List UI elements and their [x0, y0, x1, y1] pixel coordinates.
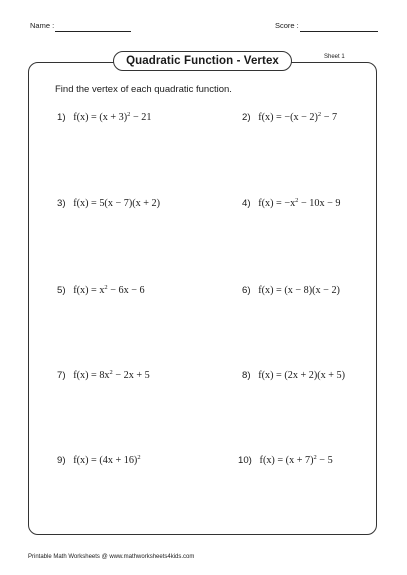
- problem-2: [242, 112, 337, 123]
- problem-10: [238, 455, 333, 466]
- instructions: Find the vertex of each quadratic function.: [55, 84, 232, 95]
- problem-number: 8): [242, 370, 251, 381]
- problem-9: [57, 455, 141, 466]
- problem-number: 2): [242, 112, 251, 123]
- problem-number: 9): [57, 455, 66, 466]
- problem-expression: $f(x) = x^2 - 6x - 6$: [73, 284, 145, 296]
- problem-1: [57, 112, 151, 123]
- problem-5: [57, 285, 145, 296]
- problem-expression: f(x) = 5(x − 7)(x + 2): [73, 198, 161, 209]
- problem-expression: $f(x) = -x^2 - 10x - 9$: [258, 197, 341, 209]
- problem-number: 1): [57, 112, 66, 123]
- score-field[interactable]: [300, 31, 378, 32]
- problem-expression: $f(x) = (x + 7)^2 - 5$: [259, 454, 333, 466]
- problem-number: 3): [57, 198, 66, 209]
- worksheet-title: Quadratic Function - Vertex: [113, 51, 292, 71]
- name-label: Name :: [30, 21, 55, 30]
- problem-6: [242, 285, 340, 296]
- problem-expression: $f(x) = -(x - 2)^2 - 7$: [258, 111, 338, 123]
- problem-number: 7): [57, 370, 66, 381]
- score-label: Score :: [275, 21, 299, 30]
- problem-4: [242, 198, 340, 209]
- problem-expression: $f(x) = (4x + 16)^2$: [73, 454, 141, 466]
- problem-number: 10): [238, 455, 252, 466]
- problem-expression: f(x) = (2x + 2)(x + 5): [258, 370, 346, 381]
- problem-8: [242, 370, 345, 381]
- problem-expression: $f(x) = 8x^2 - 2x + 5$: [73, 369, 150, 381]
- problem-number: 5): [57, 285, 66, 296]
- problem-expression: f(x) = (x − 8)(x − 2): [258, 285, 340, 296]
- problem-3: [57, 198, 160, 209]
- problem-expression: $f(x) = (x + 3)^2 - 21$: [73, 111, 152, 123]
- name-field[interactable]: [55, 31, 131, 32]
- problem-number: 6): [242, 285, 251, 296]
- problem-number: 4): [242, 198, 251, 209]
- sheet-label: Sheet 1: [324, 54, 345, 60]
- problem-7: [57, 370, 150, 381]
- footer-credit: Printable Math Worksheets @ www.mathworksheets4kids.com: [28, 554, 195, 560]
